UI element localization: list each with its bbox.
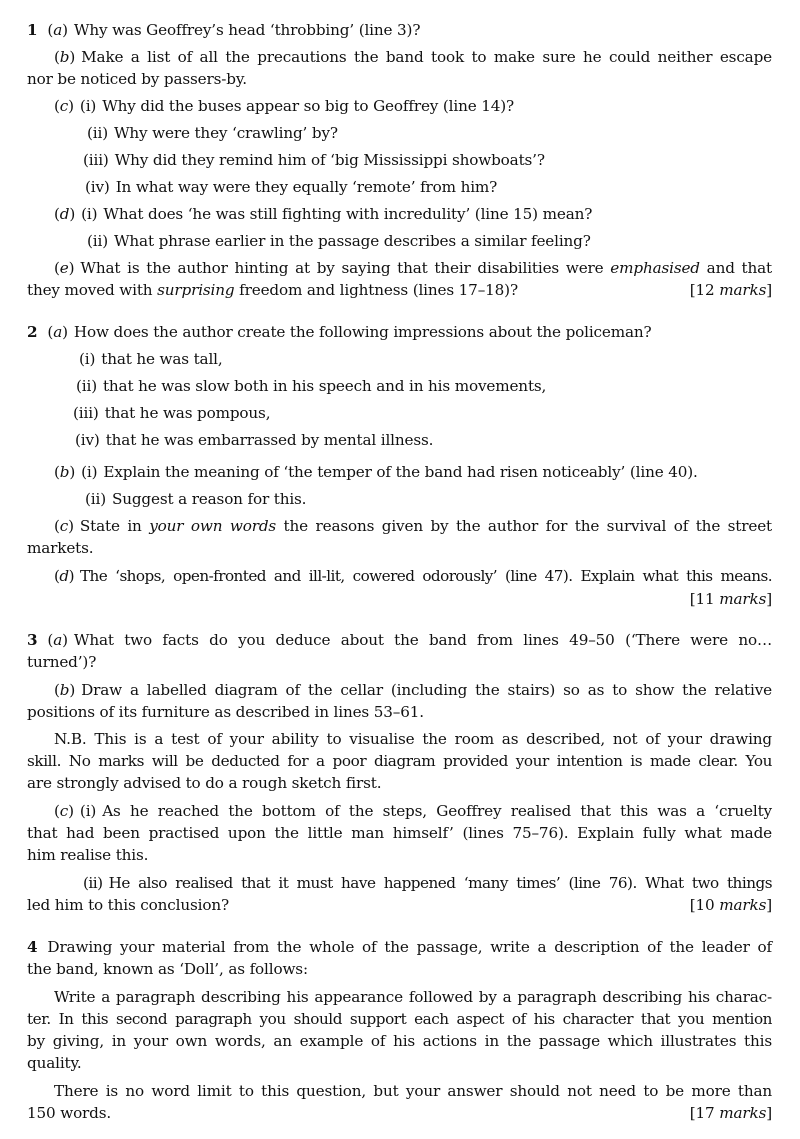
question-4-intro-line2: the band, known as ‘Doll’, as follows: (27, 960, 308, 978)
question-2a: 2 (a) How does the author create the following impressions about the policeman? (27, 323, 652, 341)
question-3c-ii-line1: (ii) He also realised that it must have happened ‘many times’ (line 76). What two things (83, 874, 772, 892)
question-1d-i: (d) (i) What does ‘he was still fighting with incredulity’ (line 15) mean? (54, 205, 593, 223)
question-4-intro-line1: 4 Drawing your material from the whole of the passage, write a description of the leader of (27, 938, 772, 956)
question-2a-iv: (iv) that he was embarrassed by mental illness. (75, 431, 434, 449)
question-1d-ii: (ii) What phrase earlier in the passage describes a similar feeling? (87, 232, 591, 250)
question-3c-i-line3: him realise this. (27, 846, 149, 864)
question-3b-line2: positions of its furniture as described in lines 53–61. (27, 703, 424, 721)
question-2d: (d) The ‘shops, open-fronted and ill-lit, cowered odorously’ (line 47). Explain what this means. (54, 567, 772, 585)
question-2a-i: (i) that he was tall, (79, 350, 223, 368)
question-3a-line1: 3 (a) What two facts do you deduce about the band from lines 49–50 (‘There were no… (27, 631, 772, 649)
marks-badge: [10 marks] (689, 896, 772, 914)
question-3c-i-line1: (c) (i) As he reached the bottom of the steps, Geoffrey realised that this was a ‘cruelty (54, 802, 772, 820)
question-text: Why was Geoffrey’s head ‘throbbing’ (line 3)? (73, 21, 421, 39)
question-1e-line1: (e) What is the author hinting at by saying that their disabilities were emphasised and that (54, 259, 772, 277)
question-4-para1-line2: ter. In this second paragraph you should support each aspect of his character that you mention (27, 1010, 772, 1028)
marks-badge: [17 marks] (689, 1104, 772, 1122)
question-3b-line1: (b) Draw a labelled diagram of the cellar (including the stairs) so as to show the relative (54, 681, 772, 699)
question-4-para1-line4: quality. (27, 1054, 82, 1072)
marks-badge: [11 marks] (689, 590, 772, 608)
question-1c-iii: (iii) Why did they remind him of ‘big Mississippi showboats’? (83, 151, 545, 169)
marks-badge: [12 marks] (689, 281, 772, 299)
question-3-nb-line1: N.B. This is a test of your ability to visualise the room as described, not of your drawing (54, 730, 772, 748)
question-3c-i-line2: that had been practised upon the little man himself’ (lines 75–76). Explain fully what made (27, 824, 772, 842)
question-2a-iii: (iii) that he was pompous, (73, 404, 271, 422)
question-3-nb-line2: skill. No marks will be deducted for a poor diagram provided your intention is made clear. You (27, 752, 772, 770)
question-2b-ii: (ii) Suggest a reason for this. (85, 490, 307, 508)
question-2b-i: (b) (i) Explain the meaning of ‘the temper of the band had risen noticeably’ (line 40). (54, 463, 698, 481)
question-1e-line2: they moved with surprising freedom and lightness (lines 17–18)? (27, 281, 518, 299)
question-3c-ii-line2: led him to this conclusion? (27, 896, 229, 914)
question-4-para1-line3: by giving, in your own words, an example of his actions in the passage which illustrates this (27, 1032, 772, 1050)
question-number: 1 (27, 21, 38, 39)
question-4-para2-line2: 150 words. (27, 1104, 112, 1122)
question-4-para2-line1: There is no word limit to this question, but your answer should not need to be more than (54, 1082, 772, 1100)
question-1c-ii: (ii) Why were they ‘crawling’ by? (87, 124, 338, 142)
question-1b-line1: (b) Make a list of all the precautions the band took to make sure he could neither escape (54, 48, 772, 66)
question-3a-line2: turned’)? (27, 653, 97, 671)
question-1c-i: (c) (i) Why did the buses appear so big to Geoffrey (line 14)? (54, 97, 515, 115)
part-label: a (53, 21, 63, 39)
question-2c-line2: markets. (27, 539, 94, 557)
question-3-nb-line3: are strongly advised to do a rough sketch first. (27, 774, 382, 792)
question-2c-line1: (c) State in your own words the reasons given by the author for the survival of the street (54, 517, 773, 535)
question-2a-ii: (ii) that he was slow both in his speech and in his movements, (76, 377, 547, 395)
question-1b-line2: nor be noticed by passers-by. (27, 70, 247, 88)
question-4-para1-line1: Write a paragraph describing his appearance followed by a paragraph describing his charac- (54, 988, 772, 1006)
question-1c-iv: (iv) In what way were they equally ‘remote’ from him? (85, 178, 498, 196)
question-1a: 1 (a) Why was Geoffrey’s head ‘throbbing’ (line 3)? (27, 21, 421, 39)
